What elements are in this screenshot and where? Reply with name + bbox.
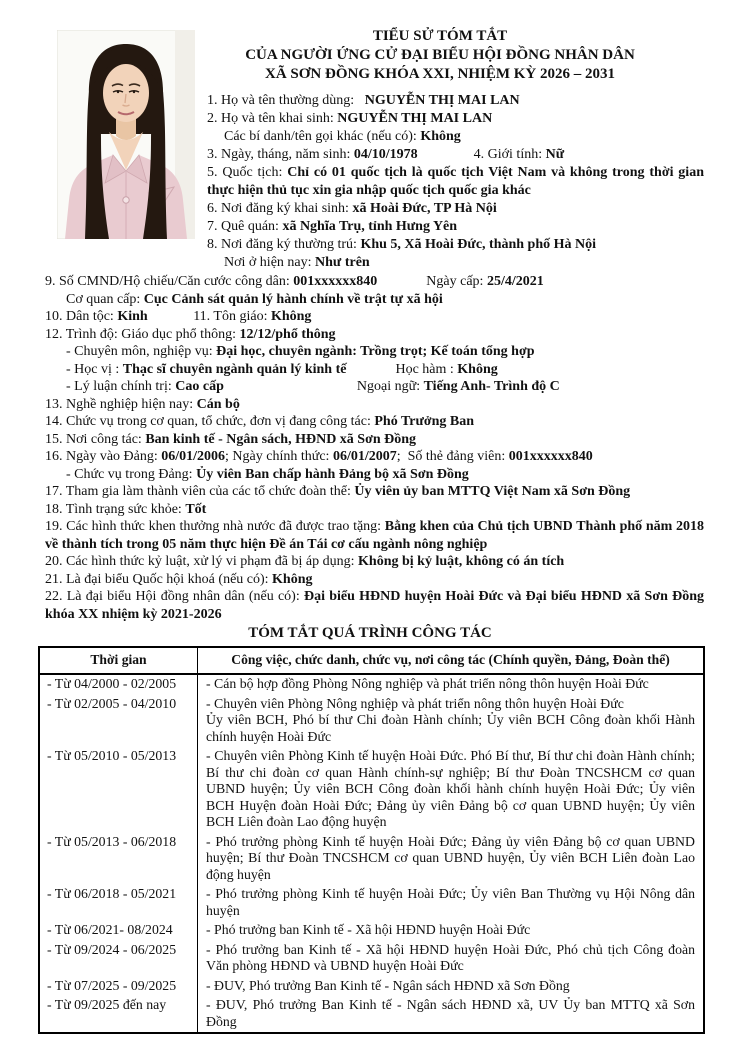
info-line (207, 110, 704, 128)
page-title-line-1: TIỂU SỬ TÓM TẮT (372, 28, 508, 44)
info-label: 15. Nơi công tác: (45, 431, 146, 447)
info-label: - Chức vụ trong Đảng: (66, 466, 197, 482)
candidate-photo (57, 30, 195, 239)
info-label: 6. Nơi đăng ký khai sinh: (207, 201, 353, 216)
description-cell (198, 885, 703, 921)
info-label: ; Số thẻ đảng viên: (396, 449, 509, 464)
table-row (40, 940, 703, 976)
description-cell (198, 832, 703, 885)
info-value: Đại biểu HĐND huyện Hoài Đức và Đại biểu HĐND xã Sơn Đồng khóa XX nhiệm kỳ 2021-2026 (45, 589, 704, 622)
info-value: xã Nghĩa Trụ, tỉnh Hưng Yên (282, 219, 458, 234)
info-line (207, 128, 704, 146)
table-header-row (40, 648, 703, 675)
info-line (45, 273, 704, 291)
info-line (45, 326, 704, 344)
info-label: Nơi ở hiện nay: (224, 255, 316, 270)
info-label: Ngoại ngữ: (223, 379, 424, 394)
description-paragraph: - ĐUV, Phó trưởng Ban Kinh tế - Ngân sách HĐND xã, UV Ủy ban MTTQ xã Sơn Đồng (206, 997, 695, 1029)
info-label: 13. Nghề nghiệp hiện nay: (45, 396, 197, 412)
period-cell: - Từ 06/2021- 08/2024 (40, 921, 198, 941)
description-paragraph: - Phó trưởng ban Kinh tế - Xã hội HĐND huyện Hoài Đức, Phó chủ tịch Công đoàn Văn phòng HĐND và UBND huyện Hoài Đức (206, 941, 695, 973)
description-paragraph: - Phó trưởng ban Kinh tế - Xã hội HĐND huyện Hoài Đức (206, 922, 531, 937)
info-value: Cục Cảnh sát quản lý hành chính về trật tự xã hội (143, 291, 443, 307)
info-label: 2. Họ và tên khai sinh: (207, 111, 338, 126)
info-label: 12. Trình độ: Giáo dục phổ thông: (45, 326, 240, 342)
info-label: 14. Chức vụ trong cơ quan, tổ chức, đơn vị đang công tác: (45, 414, 375, 429)
personal-info-side (207, 92, 704, 272)
info-label: 9. Số CMND/Hộ chiếu/Căn cước công dân: (45, 274, 294, 289)
info-line (207, 218, 704, 236)
period-cell: - Từ 04/2000 - 02/2005 (40, 675, 198, 695)
info-line (45, 553, 704, 571)
description-cell (198, 940, 703, 976)
info-value: Không (272, 571, 313, 587)
info-value: Không (420, 129, 461, 144)
info-value: Nữ (545, 147, 565, 162)
period-cell: - Từ 07/2025 - 09/2025 (40, 976, 198, 996)
table-row (40, 694, 703, 747)
info-label: 20. Các hình thức kỷ luật, xử lý vi phạm đã bị áp dụng: (45, 554, 359, 569)
info-line (45, 361, 704, 379)
info-value: Ủy viên ủy ban MTTQ Việt Nam xã Sơn Đồng (354, 484, 631, 499)
info-label: 10. Dân tộc: (45, 309, 118, 324)
info-label: - Học vị : (66, 361, 123, 377)
description-cell (198, 976, 703, 996)
info-label: 1. Họ và tên thường dùng: (207, 93, 365, 108)
info-value: Như trên (315, 255, 370, 270)
description-cell (198, 675, 703, 695)
work-history-heading: TÓM TẮT QUÁ TRÌNH CÔNG TÁC (248, 625, 492, 641)
info-line (45, 431, 704, 449)
info-label: 17. Tham gia làm thành viên của các tổ chức đoàn thể: (45, 484, 355, 499)
info-value: Không bị kỷ luật, không có án tích (358, 554, 565, 569)
info-line (45, 466, 704, 484)
info-value: Đại học, chuyên ngành: Trồng trọt; Kế toán tổng hợp (216, 344, 535, 359)
info-value: Cán bộ (196, 396, 240, 412)
info-line (207, 236, 704, 254)
info-value: Tiếng Anh- Trình độ C (423, 379, 560, 394)
table-row (40, 996, 703, 1032)
info-value: xã Hoài Đức, TP Hà Nội (352, 201, 497, 216)
info-value: Không (457, 361, 498, 377)
info-value: NGUYỄN THỊ MAI LAN (337, 111, 493, 126)
info-line (45, 448, 704, 466)
info-line (207, 200, 704, 218)
table-row (40, 885, 703, 921)
table-row (40, 832, 703, 885)
portrait-illustration (57, 30, 195, 239)
info-line (207, 254, 704, 272)
info-value: Kinh (117, 309, 148, 324)
info-label: 7. Quê quán: (207, 219, 283, 234)
info-value: Bằng khen của Chủ tịch UBND Thành phố năm 2018 về thành tích trong 05 năm thực hiện Đề án Tái cơ cấu ngành nông nghiệp (45, 519, 704, 552)
info-label: - Lý luận chính trị: (66, 379, 176, 394)
info-label: 4. Giới tính: (417, 147, 546, 162)
period-cell: - Từ 02/2005 - 04/2010 (40, 694, 198, 747)
period-cell: - Từ 09/2024 - 06/2025 (40, 940, 198, 976)
info-line (207, 92, 704, 110)
description-paragraph: Ủy viên BCH, Phó bí thư Chi đoàn Hành chính; Ủy viên BCH Công đoàn khối Hành chính huyện Hoài Đức (206, 712, 695, 744)
info-label: 21. Là đại biểu Quốc hội khoá (nếu có): (45, 571, 273, 587)
info-label: Các bí danh/tên gọi khác (nếu có): (224, 129, 421, 144)
info-value: Cao cấp (175, 379, 224, 394)
info-value: Khu 5, Xã Hoài Đức, thành phố Hà Nội (360, 237, 597, 252)
page-title-line-3: XÃ SƠN ĐỒNG KHÓA XXI, NHIỆM KỲ 2026 – 2031 (264, 66, 616, 82)
info-line (45, 396, 704, 414)
table-row (40, 976, 703, 996)
description-cell (198, 747, 703, 833)
description-paragraph: - Phó trưởng phòng Kinh tế huyện Hoài Đức; Ủy viên Ban Thường vụ Hội Nông dân huyện (206, 886, 695, 918)
info-line (45, 413, 704, 431)
info-line (45, 518, 704, 553)
info-line (207, 164, 704, 200)
info-value: Ủy viên Ban chấp hành Đảng bộ xã Sơn Đồng (196, 466, 469, 482)
work-history-rows (40, 675, 703, 1032)
info-value: Thạc sĩ chuyên ngành quản lý kinh tế (122, 361, 347, 377)
description-cell (198, 694, 703, 747)
info-line (45, 483, 704, 501)
info-value: 12/12/phổ thông (239, 326, 336, 342)
info-label: 11. Tôn giáo: (147, 309, 271, 324)
description-paragraph: - ĐUV, Phó trưởng Ban Kinh tế - Ngân sách HĐND xã Sơn Đồng (206, 977, 570, 993)
period-cell: - Từ 05/2010 - 05/2013 (40, 747, 198, 833)
description-cell (198, 996, 703, 1032)
info-label: 19. Các hình thức khen thưởng nhà nước đã được trao tặng: (45, 519, 385, 534)
description-paragraph: - Chuyên viên Phòng Kinh tế huyện Hoài Đức. Phó Bí thư, Bí thư chi đoàn Hành chính; Bí thư chi đoàn cơ quan Hành chính-sự nghiệp; Bí thư Đoàn TNCSHCM cơ quan UBND huyện; Ủy viên BCH Công đoàn khối hành chính huyện Hoài Đức; Ủy viên BCH Huyện đoàn Hoài Đức; Đảng ủy viên Đảng bộ cơ quan UBND huyện; Ủy viên BCH Liên đoàn Lao động huyện (206, 748, 695, 829)
info-line (45, 571, 704, 589)
info-value: 06/01/2007 (332, 449, 397, 464)
period-cell: - Từ 06/2018 - 05/2021 (40, 885, 198, 921)
info-label: - Chuyên môn, nghiệp vụ: (66, 344, 217, 359)
table-row (40, 921, 703, 941)
info-line (45, 343, 704, 361)
personal-info-full (45, 273, 704, 623)
info-value: 001xxxxxx840 (508, 449, 593, 464)
info-label: 5. Quốc tịch: (207, 165, 288, 180)
info-label: 18. Tình trạng sức khỏe: (45, 501, 186, 517)
page-title (195, 0, 685, 84)
info-value: Tốt (185, 501, 207, 517)
info-value: 25/4/2021 (486, 274, 544, 289)
description-paragraph: - Phó trưởng phòng Kinh tế huyện Hoài Đức; Đảng ủy viên Đảng bộ cơ quan UBND huyện; Bí thư Đoàn TNCSHCM cơ quan UBND huyện, Ủy viên BCH Liên đoàn Lao động huyện (206, 833, 695, 882)
info-label: 8. Nơi đăng ký thường trú: (207, 237, 361, 252)
info-label: Cơ quan cấp: (66, 291, 144, 307)
info-line (45, 308, 704, 326)
info-line (45, 501, 704, 519)
info-label: Ngày cấp: (377, 274, 487, 289)
page-title-line-2: CỦA NGƯỜI ỨNG CỬ ĐẠI BIỂU HỘI ĐỒNG NHÂN DÂN (245, 47, 635, 63)
info-label: 22. Là đại biểu Hội đồng nhân dân (nếu có): (45, 589, 304, 604)
info-value: Ban kinh tế - Ngân sách, HĐND xã Sơn Đồng (145, 431, 417, 447)
info-value: Chỉ có 01 quốc tịch là quốc tịch Việt Nam và không trong thời gian thực hiện thủ tục xin gia nhập quốc tịch quốc gia khác (207, 165, 704, 198)
period-cell: - Từ 09/2025 đến nay (40, 996, 198, 1032)
info-value: Không (270, 309, 312, 324)
info-line (45, 588, 704, 623)
description-paragraph: - Chuyên viên Phòng Nông nghiệp và phát triển nông thôn huyện Hoài Đức (206, 695, 624, 711)
info-label: Học hàm : (346, 361, 458, 377)
description-cell (198, 921, 703, 941)
period-cell: - Từ 05/2013 - 06/2018 (40, 832, 198, 885)
info-value: 04/10/1978 (353, 147, 418, 162)
info-value: 06/01/2006 (161, 449, 226, 464)
table-row (40, 675, 703, 695)
info-value: Phó Trưởng Ban (374, 414, 475, 429)
description-paragraph: - Cán bộ hợp đồng Phòng Nông nghiệp và phát triển nông thôn huyện Hoài Đức (206, 676, 649, 691)
info-label: ; Ngày chính thức: (225, 449, 333, 464)
table-row (40, 747, 703, 833)
work-history-table (38, 646, 705, 1034)
info-label: 16. Ngày vào Đảng: (45, 449, 162, 464)
info-value: 001xxxxxx840 (293, 274, 378, 289)
info-value: NGUYỄN THỊ MAI LAN (364, 93, 520, 108)
info-line (45, 378, 704, 396)
column-header-description: Công việc, chức danh, chức vụ, nơi công tác (Chính quyền, Đảng, Đoàn thể) (231, 652, 670, 667)
info-label: 3. Ngày, tháng, năm sinh: (207, 147, 354, 162)
info-line (207, 146, 704, 164)
info-line (45, 291, 704, 309)
column-header-period: Thời gian (40, 648, 198, 673)
